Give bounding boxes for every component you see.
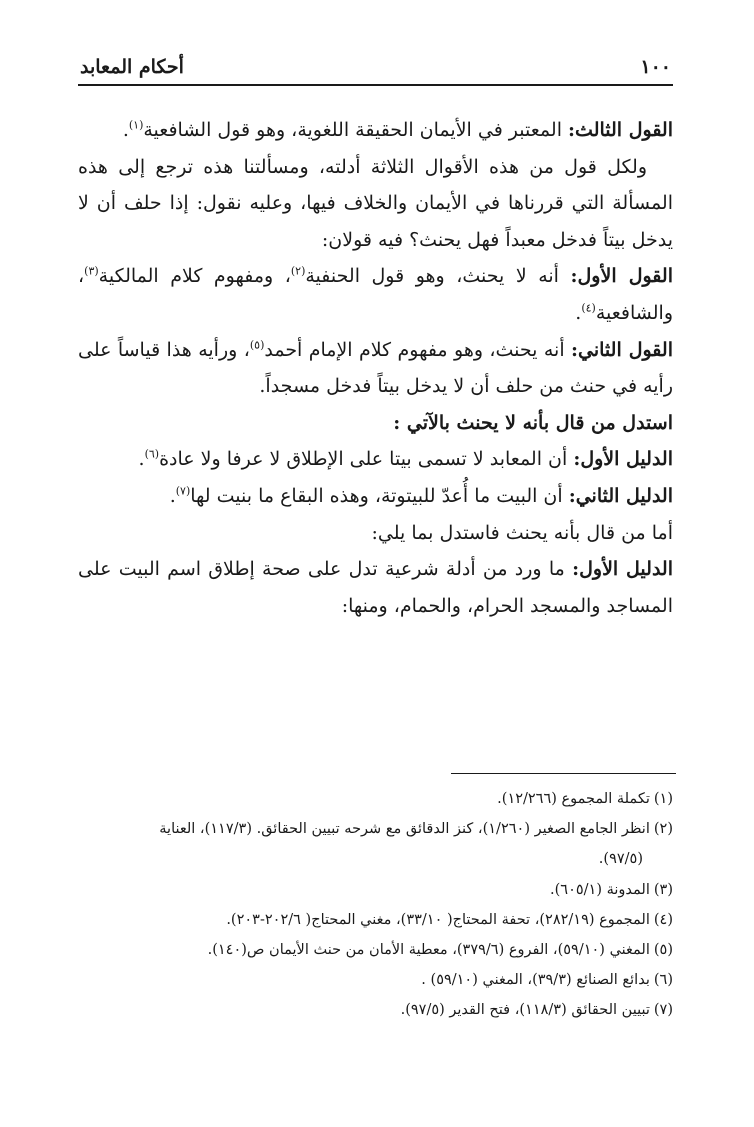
footnote-ref: (٤): [581, 301, 596, 315]
footnote: [78, 905, 673, 935]
footnote-text: انظر الجامع الصغير (١/٢٦٠)، كنز الدقائق مع شرحه تبيين الحقائق. (١١٧/٣)، العناية: [159, 821, 650, 838]
paragraph-text: ولكل قول من هذه الأقوال الثلاثة أدلته، ومسألتنا هذه ترجع إلى هذه المسألة التي قررناها في الأيمان والخلاف فيها، وعليه نقول: إذا حلف أن لا يدخل بيتاً فدخل معبداً فهل يحنث؟ فيه قولان:: [78, 155, 673, 251]
paragraph-text: أنه لا يحنث، وهو قول الحنفية: [305, 265, 571, 288]
footnote-number: (٧): [653, 1002, 673, 1019]
page-number: ١٠٠: [640, 56, 671, 78]
footnote-number: (٤): [653, 911, 673, 928]
footnote-text: المجموع (٢٨٢/١٩)، تحفة المحتاج( ٣٣/١٠)، مغني المحتاج( ٢٠٢/٦-٢٠٣).: [226, 911, 650, 928]
paragraph-label: القول الثالث:: [568, 119, 673, 141]
paragraph-label: القول الثاني:: [571, 338, 673, 361]
footnote-text: تبيين الحقائق (١١٨/٣)، فتح القدير (٩٧/٥).: [400, 1002, 650, 1019]
footnote-ref: (٢): [290, 265, 306, 279]
paragraph-text: ، ومفهوم كلام المالكية: [98, 265, 291, 288]
footnote-ref: (٧): [175, 484, 191, 498]
main-text: [78, 112, 673, 624]
paragraph-third-opinion: [78, 112, 673, 149]
footnote-text: المغني (٥٩/١٠)، الفروع (٣٧٩/٦)، معطية الأمان من حنث الأيمان ص(١٤٠).: [207, 942, 650, 959]
footnotes: [78, 784, 673, 1026]
footnote: [78, 814, 673, 874]
footnote: [78, 965, 673, 995]
paragraph-text: أما من قال بأنه يحنث فاستدل بما يلي:: [371, 521, 673, 544]
footnote-text: (٩٧/٥).: [598, 851, 643, 868]
paragraph-label: الدليل الأول:: [572, 558, 673, 581]
footnote: [78, 784, 673, 814]
paragraph-text: .: [575, 301, 582, 324]
paragraph-text: المعتبر في الأيمان الحقيقة اللغوية، وهو قول الشافعية: [143, 119, 569, 141]
paragraph-counter-evidence: [78, 551, 673, 624]
paragraph-label: الدليل الأول:: [573, 448, 673, 471]
running-title: أحكام المعابد: [80, 56, 184, 78]
paragraph-label: الدليل الثاني:: [568, 484, 673, 507]
paragraph-evidence-two: [78, 478, 673, 515]
paragraph-text: ما ورد من أدلة شرعية تدل على صحة إطلاق اسم البيت على المساجد والمسجد الحرام، والحمام، ومنها:: [78, 558, 673, 617]
paragraph-text: .: [169, 484, 176, 507]
section-heading: استدل من قال بأنه لا يحنث بالآتي :: [393, 411, 673, 434]
footnote-separator: [451, 773, 676, 774]
paragraph-evidence-one: [78, 441, 673, 478]
paragraph-text: ، ورأيه هذا قياساً على رأيه في حنث من حلف أن لا يدخل بيتاً فدخل مسجداً.: [78, 338, 673, 398]
footnote-number: (٥): [653, 942, 673, 959]
footnote-ref: (٦): [144, 448, 160, 462]
footnote-text: المدونة (٦٠٥/١).: [550, 881, 650, 898]
footnote-ref: (٣): [84, 265, 99, 279]
paragraph-text: .: [138, 448, 145, 471]
footnote-number: (٦): [653, 972, 673, 989]
paragraph-text: أن المعابد لا تسمى بيتا على الإطلاق لا عرفا ولا عادة: [159, 448, 574, 471]
page-header: [78, 52, 673, 86]
paragraph-text: ، والشافعية: [78, 265, 673, 324]
footnote-ref: (٥): [249, 338, 265, 352]
paragraph-counter-intro: [78, 515, 673, 552]
footnote-number: (١): [653, 791, 673, 807]
footnote: [78, 875, 673, 905]
footnote: [78, 995, 673, 1025]
paragraph-text: أن البيت ما أُعدّ للبيتوتة، وهذه البقاع ما بنيت لها: [190, 484, 569, 507]
footnote-text: بدائع الصنائع (٣٩/٣)، المغني (٥٩/١٠) .: [421, 972, 650, 989]
paragraph-text: .: [122, 119, 129, 141]
footnote-text: تكملة المجموع (١٢/٢٦٦).: [497, 791, 650, 807]
paragraph-text: أنه يحنث، وهو مفهوم كلام الإمام أحمد: [264, 338, 571, 361]
paragraph-label: القول الأول:: [570, 265, 673, 288]
footnote: [78, 935, 673, 965]
paragraph-first-opinion: [78, 258, 673, 331]
paragraph-second-opinion: [78, 332, 673, 405]
footnote-number: (٢): [653, 821, 673, 838]
footnote-number: (٣): [653, 881, 673, 898]
footnote-ref: (١): [128, 118, 144, 132]
paragraph-intro: [78, 149, 673, 259]
